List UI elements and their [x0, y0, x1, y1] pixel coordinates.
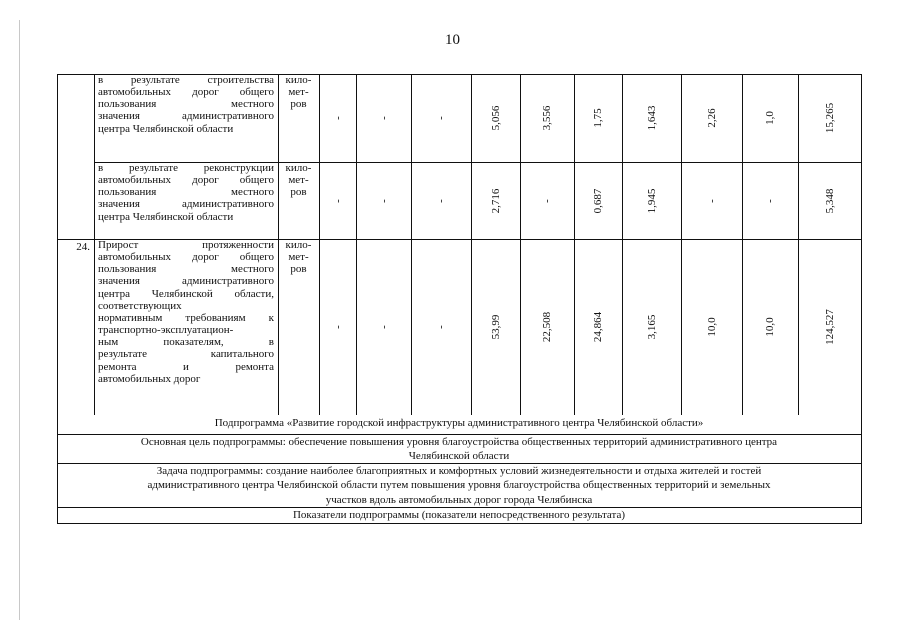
value-cell: -: [541, 198, 553, 203]
page-number: 10: [445, 32, 460, 48]
indicator-description: [98, 74, 274, 135]
scan-edge-line: [19, 20, 20, 620]
value-cell: 10,0: [764, 317, 776, 337]
value-cell: -: [331, 325, 344, 329]
description-line: центра Челябинской области,: [98, 287, 274, 300]
value-cell: 1,75: [592, 108, 604, 128]
description-line: значения административного: [98, 110, 274, 123]
value-cell: -: [377, 325, 390, 329]
banner-line: Основная цель подпрограммы: обеспечение повышения уровня благоустройства общественных территорий административного центра: [140, 436, 778, 448]
banner-line: административного центра Челябинской области путем повышения уровня благоустройства общественных территорий и земельных: [147, 479, 771, 492]
row-number: 24.: [76, 241, 90, 253]
value-cell: 2,716: [489, 188, 502, 213]
column-divider: [520, 74, 521, 415]
unit-line: кило-: [285, 239, 312, 251]
unit-line: ров: [290, 263, 307, 276]
description-line: центра Челябинской области: [98, 122, 234, 135]
description-line: соответствующих: [98, 299, 182, 312]
column-divider: [622, 74, 623, 415]
description-line: автомобильных дорог общего: [98, 86, 274, 99]
value-cell: -: [435, 325, 447, 329]
value-cell: 22,508: [541, 311, 553, 343]
banner-main-goal: [57, 435, 861, 464]
value-cell: -: [705, 198, 718, 203]
value-cell: 0,687: [592, 188, 604, 213]
value-cell: -: [435, 116, 447, 120]
unit-line: кило-: [285, 74, 312, 86]
description-line: ным показателям, в: [98, 336, 274, 349]
column-divider: [356, 74, 357, 415]
unit-line: мет-: [288, 86, 309, 99]
value-cell: 124,527: [823, 309, 836, 345]
value-cell: 10,0: [705, 317, 718, 337]
description-line: ремонта и ремонта: [98, 360, 274, 373]
value-cell: 15,265: [823, 102, 836, 134]
indicator-description: [98, 162, 274, 223]
description-line: Прирост протяженности: [98, 239, 274, 251]
description-line: автомобильных дорог общего: [98, 174, 274, 187]
unit-line: мет-: [288, 251, 309, 264]
value-cell: 53,99: [489, 314, 502, 340]
description-line: автомобильных дорог общего: [98, 251, 274, 264]
banner-line: Показатели подпрограммы (показатели непосредственного результата): [292, 509, 625, 521]
description-line: автомобильных дорог: [98, 372, 201, 385]
value-cell: -: [377, 198, 390, 203]
column-divider: [94, 74, 95, 415]
column-divider: [681, 74, 682, 415]
indicators-table: [57, 74, 861, 523]
description-line: в результате реконструкции: [98, 162, 274, 174]
value-cell: 24,864: [592, 311, 604, 343]
banner-line: участков вдоль автомобильных дорог города Челябинска: [325, 493, 593, 506]
unit-line: ров: [290, 186, 307, 199]
banner-divider: [57, 523, 862, 524]
value-cell: 1,0: [764, 111, 776, 125]
column-divider: [411, 74, 412, 415]
unit-line: ров: [290, 98, 307, 111]
unit-line: кило-: [285, 162, 312, 174]
column-divider: [742, 74, 743, 415]
unit-of-measure: [279, 239, 318, 275]
description-line: пользования местного: [98, 98, 274, 111]
banner-line: Задача подпрограммы: создание наиболее благоприятных и комфортных условий жизнедеятельности и отдыха жителей и гостей: [156, 465, 762, 477]
value-cell: 1,945: [645, 188, 658, 213]
indicator-description: [98, 239, 274, 385]
unit-line: мет-: [288, 174, 309, 187]
value-cell: 5,056: [489, 105, 502, 131]
value-cell: 5,348: [823, 188, 836, 213]
value-cell: 1,643: [645, 105, 658, 131]
banner-task: [57, 464, 861, 507]
description-line: нормативным требованиям к: [98, 311, 274, 324]
description-line: результате капитального: [98, 348, 274, 361]
value-cell: -: [377, 116, 390, 120]
column-divider: [798, 74, 799, 415]
column-divider: [574, 74, 575, 415]
description-line: в результате строительства: [98, 74, 274, 86]
value-cell: -: [764, 198, 776, 203]
banner-line: Челябинской области: [408, 450, 510, 463]
value-cell: 3,556: [541, 105, 553, 131]
column-divider: [471, 74, 472, 415]
table-outer-border: [861, 74, 862, 524]
value-cell: -: [331, 116, 344, 120]
value-cell: -: [435, 198, 447, 203]
banner-line: Подпрограмма «Развитие городской инфраструктуры административного центра Челябинской области»: [214, 417, 704, 429]
description-line: центра Челябинской области: [98, 210, 234, 223]
banner-indicators: [57, 508, 861, 522]
unit-of-measure: [279, 74, 318, 110]
description-line: пользования местного: [98, 263, 274, 276]
description-line: значения административного: [98, 275, 274, 288]
description-line: транспортно-эксплуатацион-: [98, 324, 234, 337]
value-cell: -: [331, 198, 344, 203]
banner-subprogram: [57, 416, 861, 430]
unit-of-measure: [279, 162, 318, 198]
column-divider: [319, 74, 320, 415]
value-cell: 3,165: [645, 314, 658, 340]
value-cell: 2,26: [705, 108, 718, 128]
description-line: значения административного: [98, 198, 274, 211]
description-line: пользования местного: [98, 186, 274, 199]
